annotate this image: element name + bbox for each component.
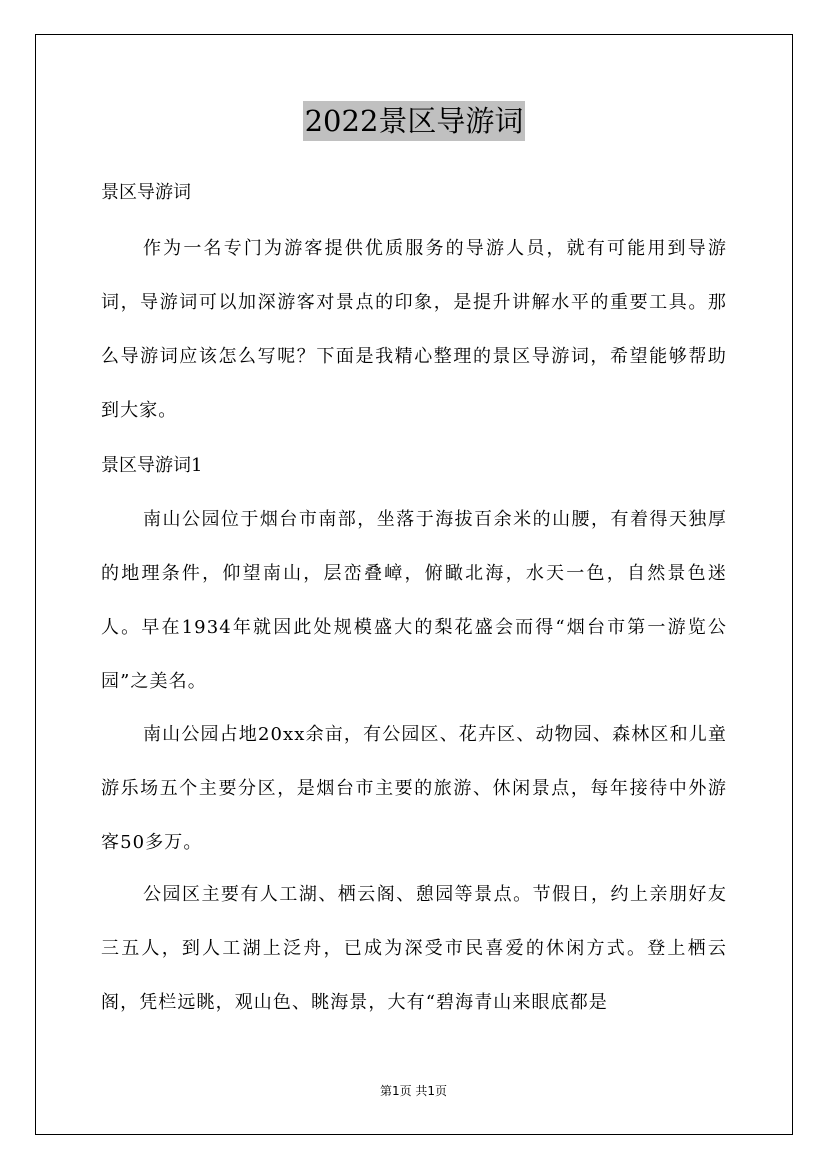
intro-paragraph: 作为一名专门为游客提供优质服务的导游人员，就有可能用到导游词，导游词可以加深游客对景点的印象，是提升讲解水平的重要工具。那么导游词应该怎么写呢？下面是我精心整理的景区导游词，希望能够帮助到大家。 <box>101 238 727 421</box>
paragraph-park-area: 公园区主要有人工湖、栖云阁、憩园等景点。节假日，约上亲朋好友三五人，到人工湖上泛舟，已成为深受市民喜爱的休闲方式。登上栖云阁，凭栏远眺，观山色、眺海景，大有“碧海青山来眼底都是 <box>101 884 727 1013</box>
section-heading-1: 景区导游词1 <box>101 455 203 476</box>
title-container <box>101 101 727 141</box>
page-footer: 第1页 共1页 <box>379 1084 448 1098</box>
section-heading: 景区导游词 <box>101 182 191 203</box>
document-title: 2022景区导游词 <box>303 101 526 141</box>
paragraph-nanshan-area: 南山公园占地20xx余亩，有公园区、花卉区、动物园、森林区和儿童游乐场五个主要分区，是烟台市主要的旅游、休闲景点，每年接待中外游客50多万。 <box>101 724 727 853</box>
paragraph-nanshan-location: 南山公园位于烟台市南部，坐落于海拔百余米的山腰，有着得天独厚的地理条件，仰望南山，层峦叠嶂，俯瞰北海，水天一色，自然景色迷人。早在1934年就因此处规模盛大的梨花盛会而得“烟台市第一游览公园”之美名。 <box>101 509 727 692</box>
